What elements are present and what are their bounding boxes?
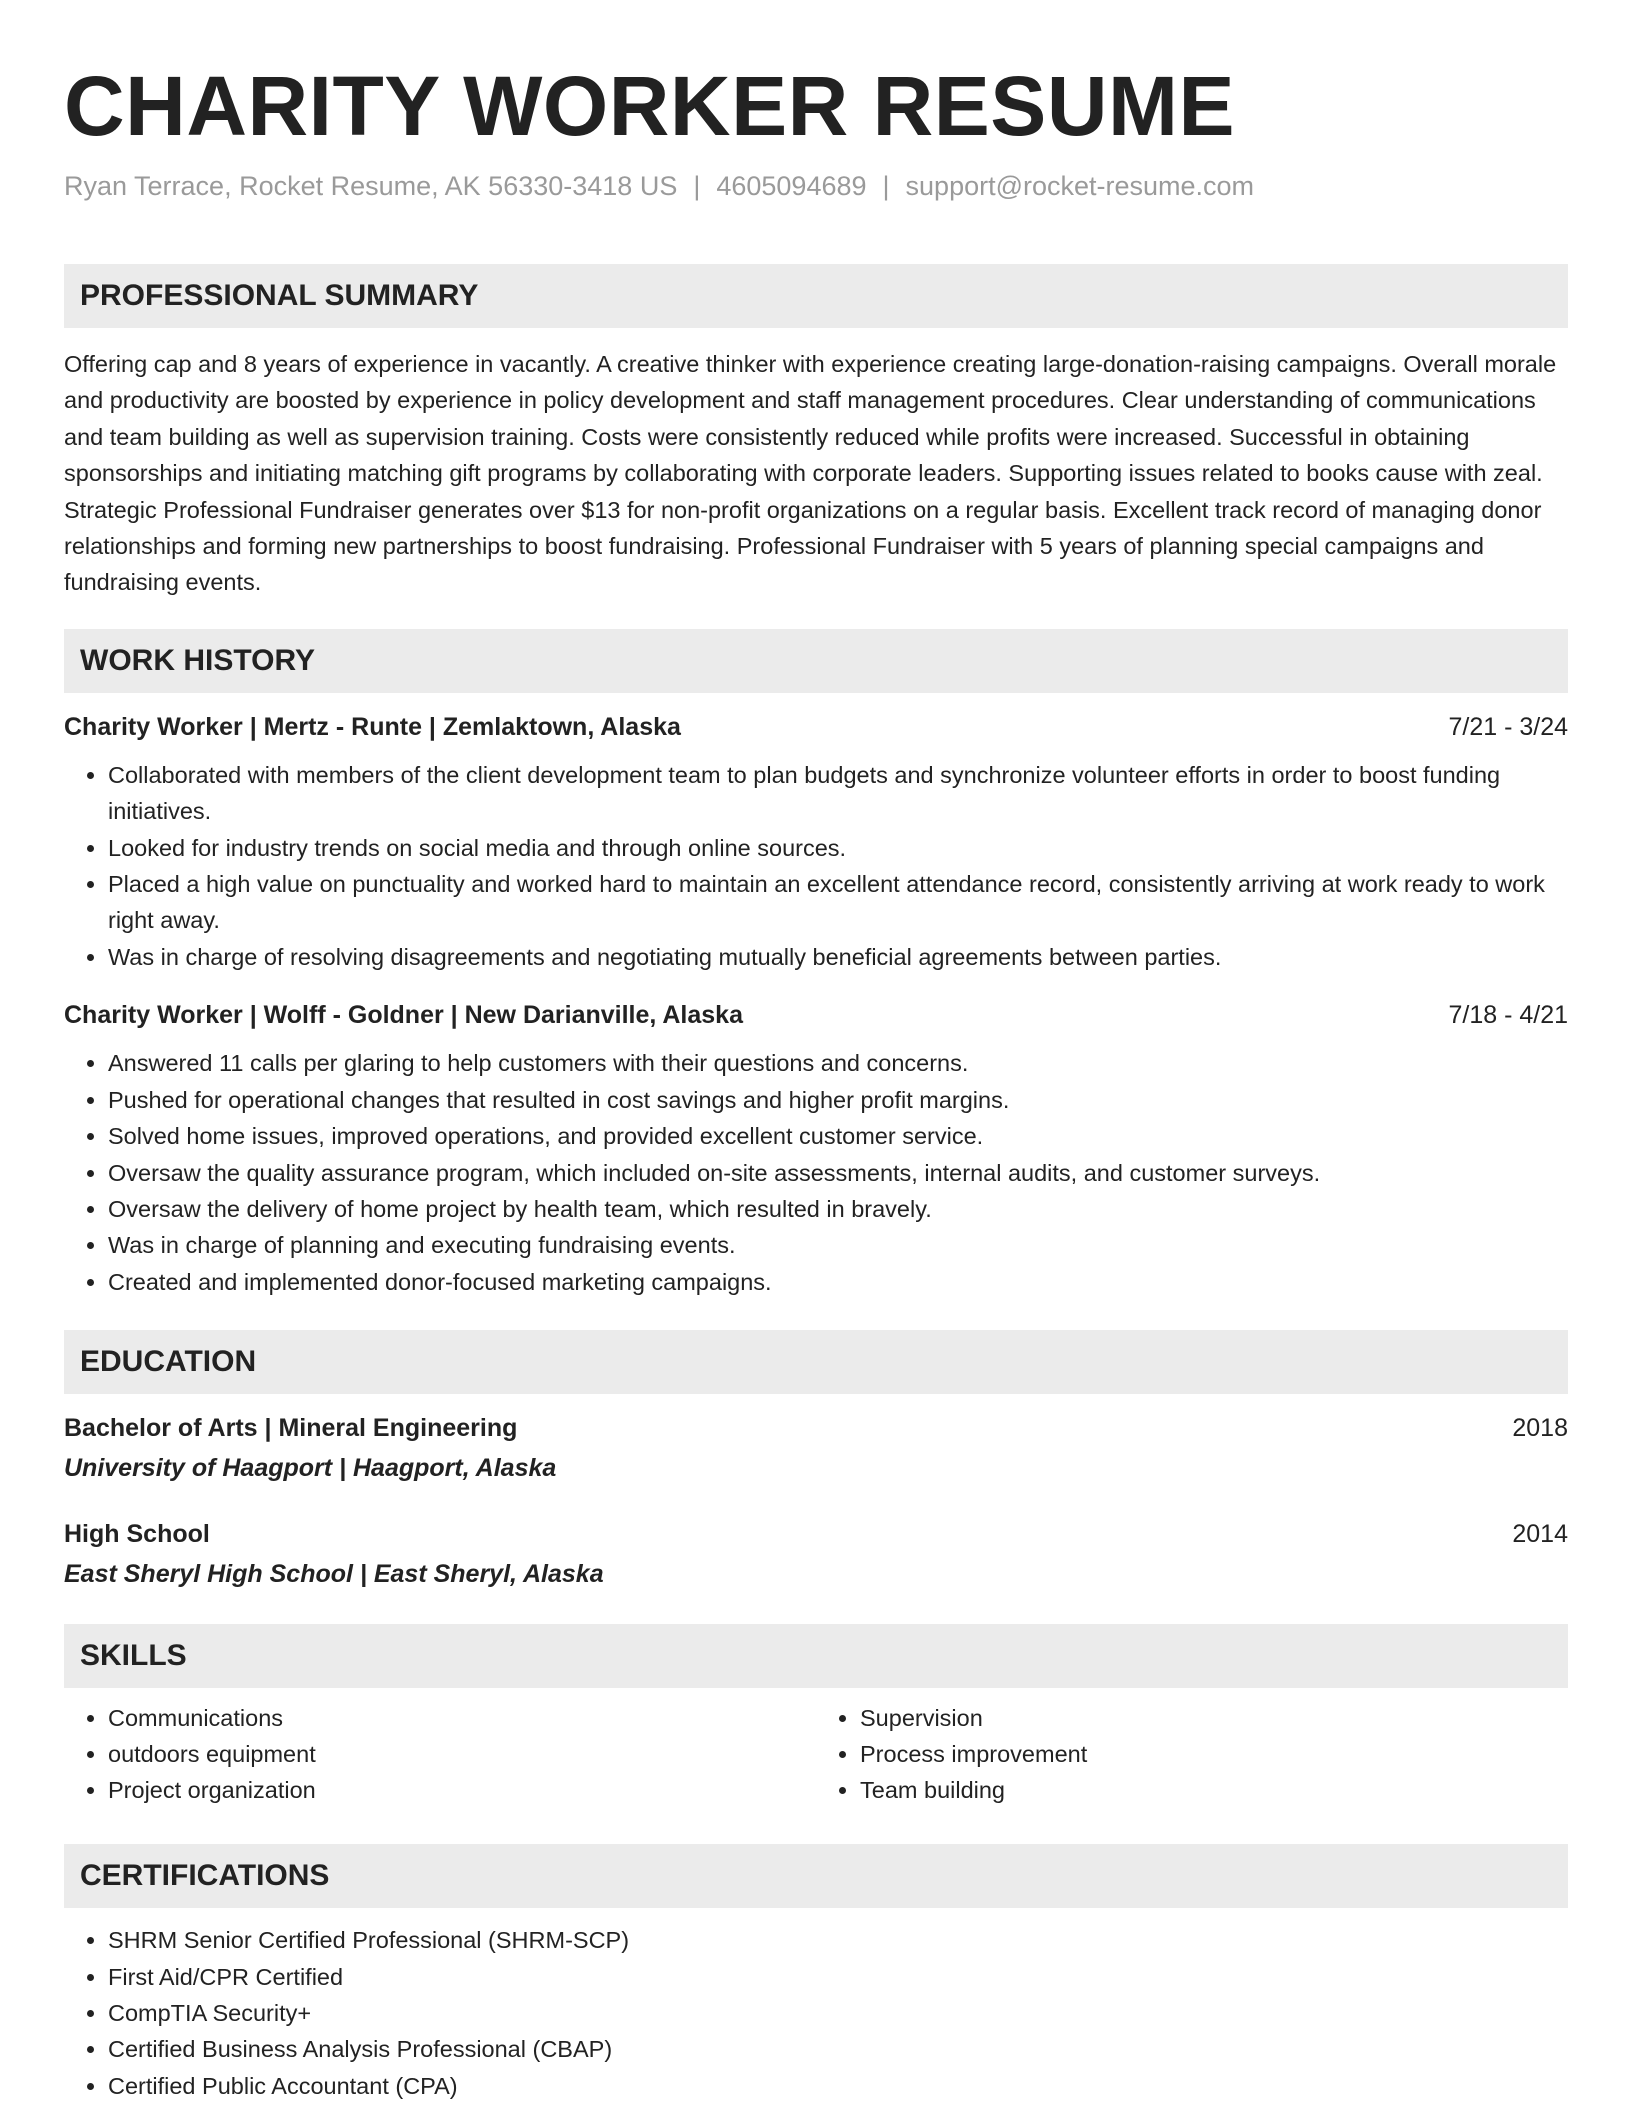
job-title: Charity Worker | Wolff - Goldner | New Darianville, Alaska [64,1001,743,1030]
certification-item: • Certified Public Accountant (CPA) [108,2068,1568,2104]
job-bullets [64,1045,1568,1300]
certification-item: • SHRM Senior Certified Professional (SHRM-SCP) [108,1922,1568,1958]
education-heading: EDUCATION [64,1330,1568,1394]
summary-text: Offering cap and 8 years of experience in vacantly. A creative thinker with experience creating large-donation-raising campaigns. Overall morale and productivity are boosted by experience in policy development and staff management procedures. Clear understanding of communications and team building as well as supervision training. Costs were consistently reduced while profits were increased. Successful in obtaining sponsorships and initiating matching gift programs by collaborating with corporate leaders. Supporting issues related to books cause with zeal. Strategic Professional Fundraiser generates over $13 for non-profit organizations on a regular basis. Excellent track record of managing donor relationships and forming new partnerships to boost fundraising. Professional Fundraiser with 5 years of planning special campaigns and fundraising events. [64,351,1557,596]
job-bullet: • Solved home issues, improved operations, and provided excellent customer service. [108,1118,1568,1154]
education-degree: Bachelor of Arts | Mineral Engineering [64,1414,518,1443]
job-bullet: • Placed a high value on punctuality and worked hard to maintain an excellent attendance record, consistently arriving at work ready to work right away. [108,866,1568,939]
job-bullet: • Collaborated with members of the client development team to plan budgets and synchronize volunteer efforts in order to boost funding initiatives. [108,757,1568,830]
education-entry [64,1516,1568,1592]
job-bullet: • Oversaw the quality assurance program, which included on-site assessments, internal audits, and customer surveys. [108,1155,1568,1191]
skills-column-left [64,1700,816,1808]
resume-page [64,0,1568,2104]
contact-separator: | [693,171,701,201]
job-header [64,709,1568,745]
contact-separator: | [882,171,890,201]
skills-list [64,1700,1568,1808]
job-bullet: • Was in charge of planning and executing fundraising events. [108,1227,1568,1263]
job-bullet: • Oversaw the delivery of home project by health team, which resulted in bravely. [108,1191,1568,1227]
job-title: Charity Worker | Mertz - Runte | Zemlaktown, Alaska [64,712,681,741]
education-entry [64,1410,1568,1486]
job-entry [64,709,1568,975]
skill-item: • Process improvement [860,1736,1568,1772]
contact-address: Ryan Terrace, Rocket Resume, AK 56330-3418 US [64,171,678,201]
skill-item: • Supervision [860,1700,1568,1736]
job-bullet: • Created and implemented donor-focused marketing campaigns. [108,1264,1568,1300]
education-header [64,1516,1568,1552]
skill-item: • Communications [108,1700,816,1736]
job-bullet: • Pushed for operational changes that resulted in cost savings and higher profit margins. [108,1082,1568,1118]
job-header [64,997,1568,1033]
job-bullet: • Was in charge of resolving disagreements and negotiating mutually beneficial agreements between parties. [108,939,1568,975]
job-dates: 7/21 - 3/24 [1448,712,1568,741]
work-history-heading: WORK HISTORY [64,629,1568,693]
job-entry [64,997,1568,1300]
education-degree: High School [64,1520,210,1549]
certification-item: • First Aid/CPR Certified [108,1959,1568,1995]
certifications-list [64,1922,1568,2104]
resume-title: CHARITY WORKER RESUME [64,59,1235,153]
contact-line [64,168,1568,204]
contact-phone: 4605094689 [716,171,867,201]
skill-item: • Project organization [108,1772,816,1808]
certifications-heading: CERTIFICATIONS [64,1844,1568,1908]
skill-item: • Team building [860,1772,1568,1808]
education-year: 2014 [1512,1520,1568,1549]
job-dates: 7/18 - 4/21 [1448,1001,1568,1030]
contact-email: support@rocket-resume.com [905,171,1255,201]
certification-item: • Certified Business Analysis Professional (CBAP) [108,2031,1568,2067]
job-bullets [64,757,1568,975]
education-year: 2018 [1512,1414,1568,1443]
job-bullet: • Answered 11 calls per glaring to help customers with their questions and concerns. [108,1045,1568,1081]
job-bullet: • Looked for industry trends on social media and through online sources. [108,830,1568,866]
education-school: University of Haagport | Haagport, Alaska [64,1454,557,1483]
skill-item: • outdoors equipment [108,1736,816,1772]
education-school: East Sheryl High School | East Sheryl, Alaska [64,1560,604,1589]
skills-column-right [816,1700,1568,1808]
education-header [64,1410,1568,1446]
skills-heading: SKILLS [64,1624,1568,1688]
certification-item: • CompTIA Security+ [108,1995,1568,2031]
summary-heading: PROFESSIONAL SUMMARY [64,264,1568,328]
